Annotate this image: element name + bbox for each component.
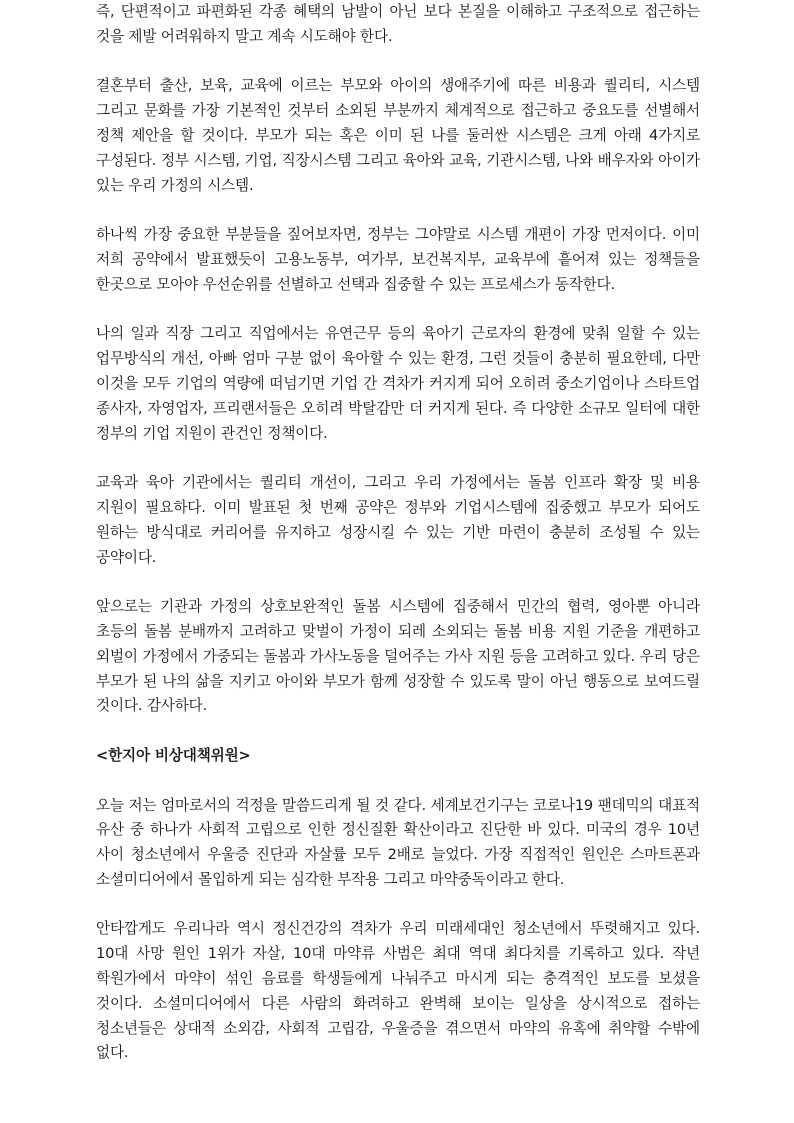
paragraph-4: 나의 일과 직장 그리고 직업에서는 유연근무 등의 육아기 근로자의 환경에 맞춰 일할 수 있는 업무방식의 개선, 아빠 엄마 구분 없이 육아할 수 있는 환경, 그런 것들이 충분히 필요한데, 다만 이것을 모두 기업의 역량에 떠넘기면 기업 간 격차가 커지게 되어 오히려 중소기업이나 스타트업 종사자, 자영업자, 프리랜서들은 오히려 박탈감만 더 커지게 된다. 즉 다양한 소규모 일터에 대한 정부의 기업 지원이 관건인 정책이다. <box>96 325 700 442</box>
paragraph-gap <box>96 570 700 595</box>
paragraph-gap <box>96 446 700 471</box>
paragraph-gap <box>96 893 700 918</box>
paragraph-1: 즉, 단편적이고 파편화된 각종 혜택의 남발이 아닌 보다 본질을 이해하고 구조적으로 접근하는 것을 제발 어려워하지 말고 계속 시도해야 한다. <box>96 3 700 45</box>
paragraph-7: 오늘 저는 엄마로서의 걱정을 말씀드리게 될 것 같다. 세계보건기구는 코로나19 팬데믹의 대표적 유산 중 하나가 사회적 고립으로 인한 정신질환 확산이라고 진단한 바 있다. 미국의 경우 10년 사이 청소년에서 우울증 진단과 자살률 모두 2배로 늘었다. 가장 직접적인 원인은 스마트폰과 소셜미디어에서 몰입하게 되는 심각한 부작용 그리고 마약중독이라고 한다. <box>96 796 700 888</box>
paragraph-gap <box>96 50 700 75</box>
paragraph-5: 교육과 육아 기관에서는 퀄리티 개선이, 그리고 우리 가정에서는 돌봄 인프라 확장 및 비용 지원이 필요하다. 이미 발표된 첫 번째 공약은 정부와 기업시스템에 집중했고 부모가 되어도 원하는 방식대로 커리어를 유지하고 성장시킬 수 있는 기반 마련이 충분히 조성될 수 있는 공약이다. <box>96 474 700 566</box>
paragraph-2: 결혼부터 출산, 보육, 교육에 이르는 부모와 아이의 생애주기에 따른 비용과 퀄리티, 시스템 그리고 문화를 가장 기본적인 것부터 소외된 부분까지 체계적으로 접근하고 중요도를 선별해서 정책 제안을 할 것이다. 부모가 되는 혹은 이미 된 나를 둘러싼 시스템은 크게 아래 4가지로 구성된다. 정부 시스템, 기업, 직장시스템 그리고 육아와 교육, 기관시스템, 나와 배우자와 아이가 있는 우리 가정의 시스템. <box>96 77 700 194</box>
paragraph-3: 하나씩 가장 중요한 부분들을 짚어보자면, 정부는 그야말로 시스템 개편이 가장 먼저이다. 이미 저희 공약에서 발표했듯이 고용노동부, 여가부, 보건복지부, 교육부에 흩어져 있는 정책들을 한곳으로 모아야 우선순위를 선별하고 선택과 집중할 수 있는 프로세스가 동작한다. <box>96 226 700 293</box>
section-heading: <한지아 비상대책위원> <box>96 746 251 764</box>
paragraph-gap <box>96 198 700 223</box>
paragraph-6: 앞으로는 기관과 가정의 상호보완적인 돌봄 시스템에 집중해서 민간의 협력, 영아뿐 아니라 초등의 돌봄 분배까지 고려하고 맞벌이 가정이 되레 소외되는 돌봄 비용 지원 기준을 개편하고 외벌이 가정에서 가중되는 돌봄과 가사노동을 덜어주는 가사 지원 등을 고려하고 있다. 우리 당은 부모가 된 나의 삶을 지키고 아이와 부모가 함께 성장할 수 있도록 말이 아닌 행동으로 보여드릴 것이다. 감사하다. <box>96 598 700 715</box>
paragraph-8: 안타깝게도 우리나라 역시 정신건강의 격차가 우리 미래세대인 청소년에서 뚜렷해지고 있다. 10대 사망 원인 1위가 자살, 10대 마약류 사범은 최대 역대 최다치를 기록하고 있다. 작년 학원가에서 마약이 섞인 음료를 학생들에게 나눠주고 마시게 되는 충격적인 보도를 보셨을 것이다. 소셜미디어에서 다른 사람의 화려하고 완벽해 보이는 일상을 상시적으로 접하는 청소년들은 상대적 소외감, 사회적 고립감, 우울증을 겪으면서 마약의 유혹에 취약할 수밖에 없다. <box>96 920 700 1062</box>
paragraph-gap <box>96 769 700 794</box>
paragraph-gap <box>96 719 700 744</box>
document-body <box>96 0 700 1066</box>
paragraph-gap <box>96 298 700 323</box>
